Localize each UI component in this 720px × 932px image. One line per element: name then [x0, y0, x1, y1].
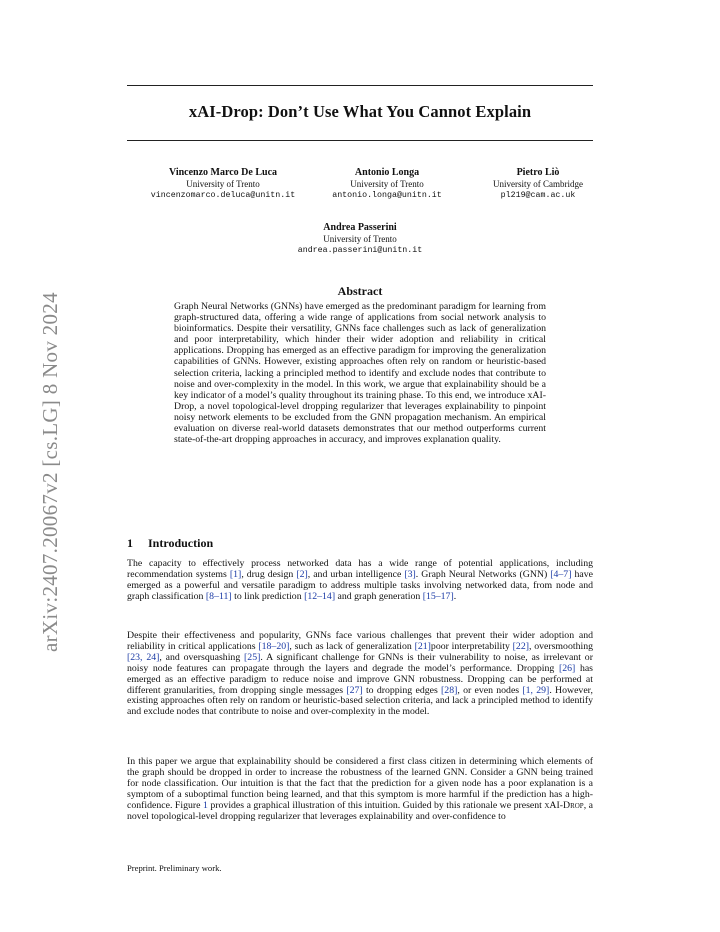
- author-affiliation: University of Trento: [323, 234, 397, 244]
- paragraph-text: . However, existing approaches often rely on random or heuristic-based selection criteria, and lack a principled method to identify and exclude nodes that contribute to noise and over-complexity in the model.: [127, 684, 594, 718]
- method-name: xAI-Drop: [544, 799, 584, 811]
- author-email: vincenzomarco.deluca@unitn.it: [150, 191, 296, 200]
- citation-link[interactable]: [25]: [244, 651, 261, 663]
- citation-link[interactable]: [12–14]: [304, 590, 336, 602]
- citation-link[interactable]: [1]: [229, 568, 242, 580]
- paragraph-text: to link prediction: [231, 590, 305, 602]
- author-name: Andrea Passerini: [323, 222, 397, 233]
- author-email: pl219@cam.ac.uk: [500, 191, 576, 200]
- author-affiliation: University of Cambridge: [493, 179, 583, 189]
- citation-link[interactable]: [15–17]: [422, 590, 454, 602]
- section-number: 1: [127, 536, 133, 550]
- author-email: andrea.passerini@unitn.it: [297, 246, 423, 255]
- paragraph-text: have emerged as a powerful and versatile paradigm to address multiple tasks involving networked data, from node and graph classification: [127, 568, 593, 602]
- paragraph-text: , such as lack of generalization: [289, 640, 415, 652]
- paragraph-text: , and oversquashing: [159, 651, 245, 663]
- preprint-footnote: Preprint. Preliminary work.: [127, 863, 222, 873]
- paragraph-text: has emerged as an effective paradigm to reduce noise and improve GNN robustness. Dropping can be performed at different granularities, from dropping single messages: [127, 662, 593, 696]
- author-affiliation: University of Trento: [186, 179, 260, 189]
- citation-link[interactable]: [3]: [404, 568, 416, 580]
- paragraph-text: . A significant challenge for GNNs is their vulnerability to noise, as irrelevant or noisy node features can propagate through the layers and degrade the model’s performance. Dropping: [127, 651, 593, 674]
- paragraph-text: to dropping edges: [362, 684, 442, 696]
- paper-title: xAI-Drop: Don’t Use What You Cannot Explain: [188, 102, 532, 121]
- arxiv-identifier-text: arXiv:2407.20067v2 [cs.LG] 8 Nov 2024: [38, 292, 62, 652]
- paragraph-text: , oversmoothing: [528, 640, 593, 652]
- paragraph-text: , or even nodes: [457, 684, 523, 696]
- citation-link[interactable]: [4–7]: [550, 568, 572, 580]
- abstract-text: Graph Neural Networks (GNNs) have emerged as the predominant paradigm for learning from graph-structured data, offering a wide range of applications from social network analysis to bioinformatics. Despite their versatility, GNNs face challenges such as lack of generalization and poor interpretability, which hinder their wider adoption and reliability in critical applications. Dropping has emerged as an effective paradigm for improving the generalization capabilities of GNNs. However, existing approaches often rely on random or heuristic-based selection criteria, lacking a principled method to identify and exclude nodes that contribute to noise and over-complexity in the model. In this work, we argue that explainability should be a key indicator of a model’s quality throughout its training phase. To this end, we introduce xAI-Drop, a novel topological-level dropping regularizer that leverages explainability to pinpoint noisy network elements to be excluded from the GNN propagation mechanism. An empirical evaluation on diverse real-world datasets demonstrates that our method outperforms current state-of-the-art dropping approaches in accuracy, and improves explanation quality.: [174, 301, 546, 446]
- author-name: Pietro Liò: [516, 167, 560, 178]
- paragraph-text: , drug design: [241, 568, 297, 580]
- citation-link[interactable]: [8–11]: [205, 590, 232, 602]
- body-paragraph: [127, 757, 593, 822]
- paragraph-text: The capacity to effectively process networked data has a wide range of potential applications, including recommendation systems: [127, 558, 593, 580]
- paragraph-text: .: [453, 590, 457, 602]
- author-email: antonio.longa@unitn.it: [332, 191, 442, 200]
- paragraph-text: provides a graphical illustration of this intuition. Guided by this rationale we present: [207, 799, 545, 811]
- title-bottom-rule: [127, 140, 593, 141]
- author-name: Vincenzo Marco De Luca: [168, 167, 278, 178]
- paragraph-text: , a novel topological-level dropping regularizer that leverages explainability and over-confidence to: [127, 799, 593, 822]
- author-affiliation: University of Trento: [350, 179, 424, 189]
- citation-link[interactable]: [27]: [346, 684, 363, 696]
- title-top-rule: [127, 85, 593, 86]
- citation-link[interactable]: [2]: [296, 568, 308, 580]
- citation-link[interactable]: [22]: [512, 640, 529, 652]
- author-name: Antonio Longa: [354, 167, 420, 178]
- abstract-heading: Abstract: [337, 284, 383, 298]
- paragraph-text: Despite their effectiveness and popularity, GNNs face various challenges that prevent their wider adoption and reliability in critical applications: [127, 630, 593, 652]
- citation-link[interactable]: [1, 29]: [522, 684, 550, 696]
- citation-link[interactable]: [28]: [441, 684, 458, 696]
- citation-link[interactable]: [21]: [414, 640, 431, 652]
- section-title: Introduction: [148, 536, 214, 550]
- paragraph-text: poor interpretability: [430, 640, 513, 652]
- section-heading: [127, 536, 213, 551]
- body-paragraph: [127, 631, 593, 718]
- citation-link[interactable]: 1: [202, 799, 208, 811]
- author-block: [438, 167, 638, 202]
- body-paragraph: [127, 559, 593, 603]
- citation-link[interactable]: [26]: [558, 662, 576, 674]
- paragraph-text: In this paper we argue that explainability should be considered a first class citizen in determining which elements of the graph should be dropped in order to increase the robustness of the learned GNN. Consider a GNN being trained for node classification. Our intuition is that the fact that the prediction for a given node has a poor explanation is a symptom of a suboptimal function being learned, and that this symptom is more harmful if the prediction has a high-confidence. Figure: [127, 756, 593, 811]
- citation-link[interactable]: [18–20]: [258, 640, 290, 652]
- paragraph-text: . Graph Neural Networks (GNN): [415, 568, 551, 580]
- paragraph-text: and graph generation: [335, 590, 423, 602]
- paragraph-text: , and urban intelligence: [307, 568, 405, 580]
- citation-link[interactable]: [23, 24]: [127, 651, 160, 663]
- arxiv-identifier-stamp: [38, 292, 62, 672]
- author-block: [260, 222, 460, 257]
